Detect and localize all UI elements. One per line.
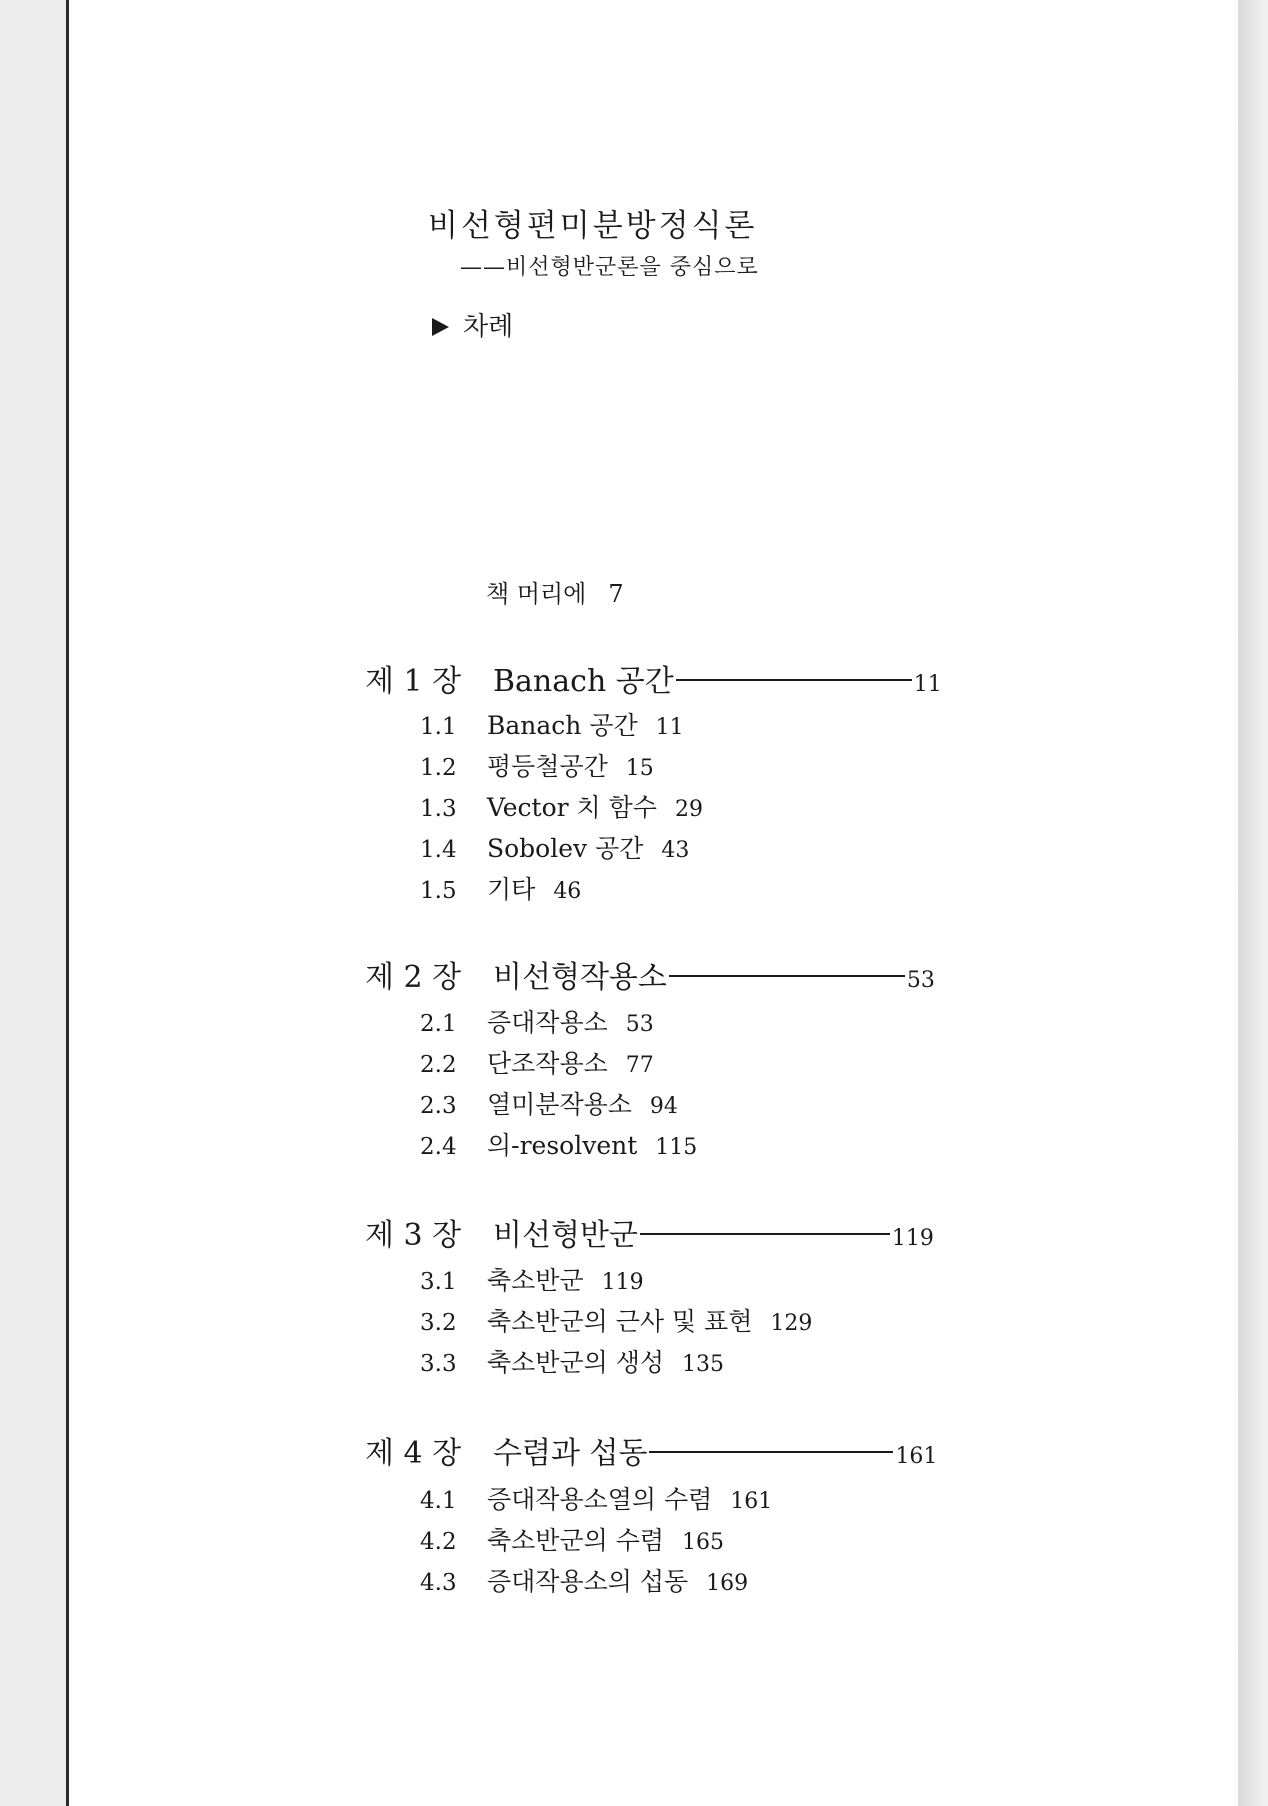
section-title: 평등철공간 bbox=[487, 752, 608, 781]
section-2-1 bbox=[420, 1003, 654, 1039]
section-number: 1.4 bbox=[420, 837, 457, 863]
chapter-4-entry bbox=[365, 1428, 937, 1472]
section-title: 축소반군의 근사 및 표현 bbox=[487, 1307, 753, 1336]
section-title: 증대작용소열의 수렴 bbox=[487, 1485, 713, 1514]
chapter-title: Banach 공간 bbox=[493, 664, 674, 699]
section-number: 1.2 bbox=[420, 755, 457, 781]
section-number: 4.1 bbox=[420, 1488, 457, 1514]
section-number: 1.3 bbox=[420, 796, 457, 822]
dot-leader bbox=[649, 1451, 893, 1453]
section-page: 77 bbox=[625, 1053, 654, 1078]
section-title: 열미분작용소 bbox=[487, 1090, 632, 1119]
section-page: 169 bbox=[706, 1571, 749, 1596]
section-2-3 bbox=[420, 1085, 678, 1121]
preface-entry bbox=[486, 574, 624, 609]
section-number: 3.2 bbox=[420, 1310, 457, 1336]
section-title: 기타 bbox=[487, 875, 536, 904]
section-title: 증대작용소 bbox=[487, 1008, 608, 1037]
section-1-3 bbox=[420, 788, 703, 824]
section-4-2 bbox=[420, 1521, 724, 1557]
chapter-3-entry bbox=[365, 1210, 934, 1254]
contents-heading bbox=[432, 306, 513, 343]
chapter-number: 제 4 장 bbox=[365, 1436, 462, 1471]
section-title: 축소반군의 수렴 bbox=[487, 1526, 664, 1555]
section-title: 증대작용소의 섭동 bbox=[487, 1567, 689, 1596]
section-page: 15 bbox=[625, 756, 654, 781]
section-title: 의-resolvent bbox=[487, 1131, 638, 1160]
section-number: 4.2 bbox=[420, 1529, 457, 1555]
section-page: 43 bbox=[661, 838, 690, 863]
chapter-title: 비선형작용소 bbox=[493, 960, 667, 995]
section-page: 29 bbox=[674, 797, 703, 822]
dot-leader bbox=[669, 975, 905, 977]
section-title: Sobolev 공간 bbox=[487, 834, 644, 863]
book-title: 비선형편미분방정식론 bbox=[428, 208, 758, 244]
preface-label: 책 머리에 bbox=[486, 580, 587, 608]
section-page: 94 bbox=[649, 1094, 678, 1119]
section-1-2 bbox=[420, 747, 654, 783]
section-3-3 bbox=[420, 1343, 724, 1379]
section-page: 165 bbox=[682, 1530, 724, 1555]
section-number: 1.5 bbox=[420, 878, 457, 904]
section-number: 2.1 bbox=[420, 1011, 457, 1037]
chapter-page: 161 bbox=[895, 1444, 938, 1469]
triangle-bullet-icon bbox=[432, 318, 449, 336]
chapter-page: 11 bbox=[913, 672, 942, 697]
dot-leader bbox=[676, 679, 912, 681]
section-number: 4.3 bbox=[420, 1570, 457, 1596]
section-title: 축소반군 bbox=[487, 1266, 584, 1295]
chapter-1-entry bbox=[365, 656, 942, 700]
section-page: 115 bbox=[655, 1135, 698, 1160]
section-number: 2.2 bbox=[420, 1052, 457, 1078]
section-1-5 bbox=[420, 870, 581, 906]
chapter-title: 수렴과 섭동 bbox=[493, 1436, 648, 1471]
section-1-4 bbox=[420, 829, 689, 865]
section-2-4 bbox=[420, 1126, 697, 1162]
page-shadow-edge bbox=[1238, 0, 1268, 1806]
section-4-3 bbox=[420, 1562, 748, 1598]
book-subtitle: ——비선형반군론을 중심으로 bbox=[460, 255, 759, 280]
section-page: 46 bbox=[553, 879, 582, 904]
section-number: 1.1 bbox=[420, 714, 457, 740]
section-page: 161 bbox=[730, 1489, 773, 1514]
section-number: 3.3 bbox=[420, 1351, 457, 1377]
section-3-1 bbox=[420, 1261, 644, 1297]
section-number: 2.4 bbox=[420, 1134, 457, 1160]
section-title: Vector 치 함수 bbox=[487, 793, 657, 822]
section-page: 135 bbox=[682, 1352, 724, 1377]
section-page: 129 bbox=[770, 1311, 813, 1336]
section-title: Banach 공간 bbox=[487, 711, 638, 740]
dot-leader bbox=[640, 1233, 890, 1235]
chapter-number: 제 3 장 bbox=[365, 1218, 462, 1253]
section-page: 119 bbox=[601, 1270, 644, 1295]
section-2-2 bbox=[420, 1044, 654, 1080]
chapter-number: 제 1 장 bbox=[365, 664, 462, 699]
preface-page: 7 bbox=[608, 580, 624, 608]
section-3-2 bbox=[420, 1302, 812, 1338]
chapter-2-entry bbox=[365, 952, 935, 996]
section-page: 11 bbox=[655, 715, 684, 740]
contents-label: 차례 bbox=[463, 312, 514, 342]
chapter-number: 제 2 장 bbox=[365, 960, 462, 995]
section-title: 축소반군의 생성 bbox=[487, 1348, 664, 1377]
section-number: 2.3 bbox=[420, 1093, 457, 1119]
section-number: 3.1 bbox=[420, 1269, 457, 1295]
section-page: 53 bbox=[625, 1012, 654, 1037]
section-4-1 bbox=[420, 1480, 772, 1516]
section-1-1 bbox=[420, 706, 684, 742]
chapter-title: 비선형반군 bbox=[493, 1218, 638, 1253]
chapter-page: 119 bbox=[891, 1226, 934, 1251]
chapter-page: 53 bbox=[906, 968, 935, 993]
section-title: 단조작용소 bbox=[487, 1049, 608, 1078]
